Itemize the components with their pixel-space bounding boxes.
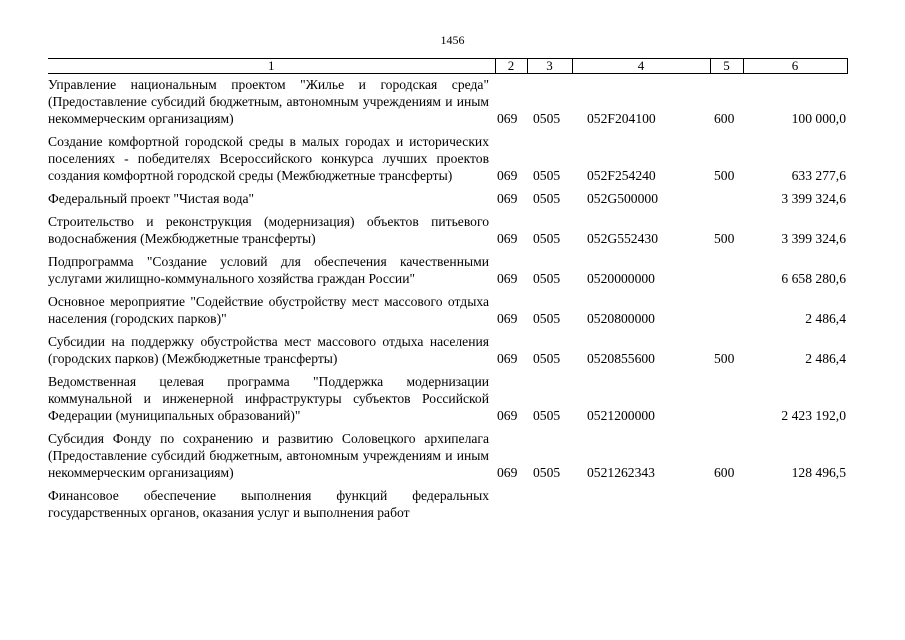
row-vr <box>710 481 743 521</box>
budget-table <box>48 58 848 521</box>
row-grbs: 069 <box>497 271 518 286</box>
table-header <box>48 59 847 74</box>
row-section: 0505 <box>533 351 561 366</box>
row-grbs: 069 <box>497 168 518 183</box>
row-amount: 2 423 192,0 <box>781 408 846 423</box>
row-target: 0521262343 <box>587 465 655 480</box>
row-amount: 6 658 280,6 <box>781 271 846 286</box>
row-name: Создание комфортной городской среды в малых городах и исторических поселениях - победителях Всероссийского конкурса лучших проектов создания комфортной городской среды (Межбюджетные трансферты) <box>48 134 489 183</box>
row-section: 0505 <box>533 408 561 423</box>
row-name: Федеральный проект "Чистая вода" <box>48 191 255 206</box>
row-name: Подпрограмма "Создание условий для обеспечения качественными услугами жилищно-коммунального хозяйства граждан России" <box>48 254 489 286</box>
row-section: 0505 <box>533 465 561 480</box>
row-section: 0505 <box>533 111 561 126</box>
row-name: Субсидии на поддержку обустройства мест массового отдыха населения (городских парков) (Межбюджетные трансферты) <box>48 334 489 366</box>
row-amount: 3 399 324,6 <box>781 231 846 246</box>
row-vr: 500 <box>714 231 735 246</box>
row-name: Строительство и реконструкция (модернизация) объектов питьевого водоснабжения (Межбюджетные трансферты) <box>48 214 489 246</box>
row-amount: 2 486,4 <box>805 351 846 366</box>
row-vr: 500 <box>714 168 735 183</box>
header-col-2: 2 <box>495 59 527 74</box>
header-col-3: 3 <box>527 59 572 74</box>
row-vr: 600 <box>714 111 735 126</box>
table-body <box>48 74 847 522</box>
table-row <box>48 127 847 184</box>
row-name: Управление национальным проектом "Жилье и городская среда" (Предоставление субсидий бюджетным, автономным учреждениям и иным некоммерческим организациям) <box>48 77 489 126</box>
row-target: 0520800000 <box>587 311 655 326</box>
row-vr: 600 <box>714 465 735 480</box>
row-vr: 500 <box>714 351 735 366</box>
table-row <box>48 247 847 287</box>
header-col-5: 5 <box>710 59 743 74</box>
header-col-1: 1 <box>48 59 495 74</box>
row-section: 0505 <box>533 271 561 286</box>
table-row <box>48 207 847 247</box>
row-name: Ведомственная целевая программа "Поддержка модернизации коммунальной и инженерной инфраструктуры субъектов Российской Федерации (муниципальных образований)" <box>48 374 489 423</box>
row-grbs: 069 <box>497 231 518 246</box>
table-row <box>48 74 847 128</box>
row-section: 0505 <box>533 168 561 183</box>
table-row <box>48 184 847 207</box>
row-grbs: 069 <box>497 408 518 423</box>
row-grbs: 069 <box>497 465 518 480</box>
table-row <box>48 481 847 521</box>
row-target: 0521200000 <box>587 408 655 423</box>
row-grbs: 069 <box>497 111 518 126</box>
table-row <box>48 367 847 424</box>
row-vr <box>710 287 743 327</box>
row-section: 0505 <box>533 231 561 246</box>
row-amount: 633 277,6 <box>791 168 846 183</box>
row-amount: 3 399 324,6 <box>781 191 846 206</box>
table-row <box>48 327 847 367</box>
row-section: 0505 <box>533 191 561 206</box>
table-row <box>48 287 847 327</box>
header-col-4: 4 <box>572 59 710 74</box>
row-amount: 128 496,5 <box>791 465 846 480</box>
row-grbs: 069 <box>497 311 518 326</box>
row-vr <box>710 184 743 207</box>
row-name: Финансовое обеспечение выполнения функций федеральных государственных органов, оказания услуг и выполнения работ <box>48 488 489 520</box>
table-row <box>48 424 847 481</box>
row-target <box>572 481 710 521</box>
row-grbs: 069 <box>497 191 518 206</box>
row-target: 052G552430 <box>587 231 658 246</box>
row-name: Субсидия Фонду по сохранению и развитию Соловецкого архипелага (Предоставление субсидий бюджетным, автономным учреждениям и иным некоммерческим организациям) <box>48 431 489 480</box>
row-section <box>527 481 572 521</box>
row-target: 052F204100 <box>587 111 656 126</box>
row-amount: 100 000,0 <box>791 111 846 126</box>
row-target: 052G500000 <box>587 191 658 206</box>
row-target: 0520000000 <box>587 271 655 286</box>
row-vr <box>710 247 743 287</box>
row-section: 0505 <box>533 311 561 326</box>
row-grbs: 069 <box>497 351 518 366</box>
row-amount <box>743 481 847 521</box>
row-target: 052F254240 <box>587 168 656 183</box>
row-grbs <box>495 481 527 521</box>
page-number: 1456 <box>440 33 465 47</box>
row-target: 0520855600 <box>587 351 655 366</box>
row-vr <box>710 367 743 424</box>
header-col-6: 6 <box>743 59 847 74</box>
row-name: Основное мероприятие "Содействие обустройству мест массового отдыха населения (городских парков)" <box>48 294 489 326</box>
row-amount: 2 486,4 <box>805 311 846 326</box>
header-row <box>48 59 847 74</box>
